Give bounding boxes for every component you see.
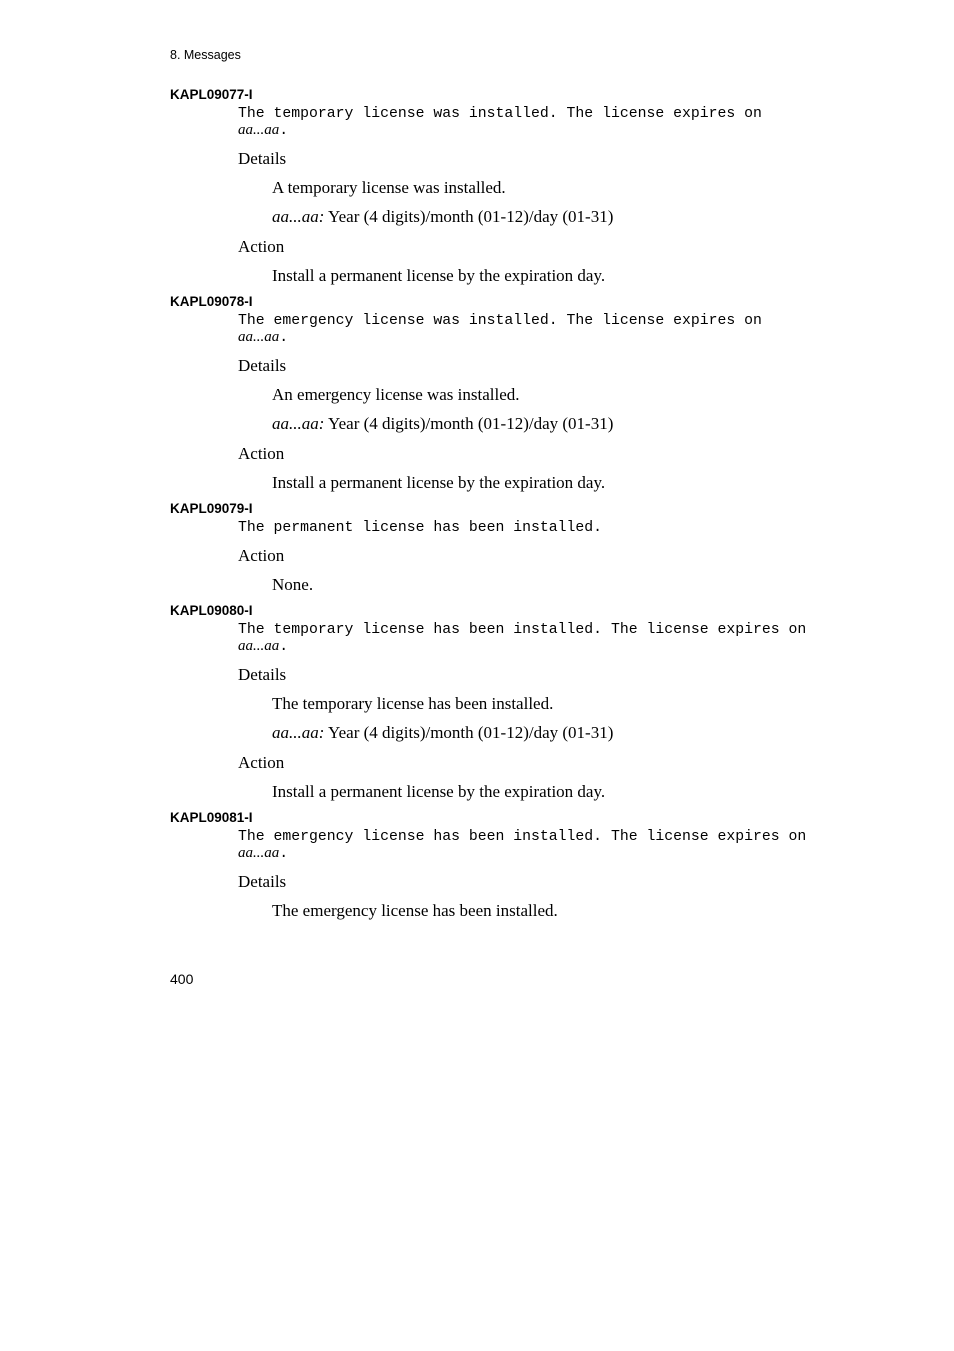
message-text-main: The temporary license has been installed. The license expires on (238, 622, 807, 638)
details-text: A temporary license was installed. (272, 178, 506, 197)
running-head: 8. Messages (170, 48, 241, 62)
message-text (238, 622, 850, 655)
details-label: Details (238, 665, 287, 684)
message-text-main: The permanent license has been installed. (238, 520, 603, 536)
message-list (170, 87, 850, 929)
message-id: KAPL09077-I (170, 87, 253, 102)
action-text: Install a permanent license by the expiration day. (272, 782, 606, 801)
message-variable: aa...aa (238, 845, 280, 861)
message-variable: aa...aa (238, 122, 280, 138)
message-id: KAPL09079-I (170, 501, 253, 516)
page-number: 400 (170, 971, 194, 987)
action-text: None. (272, 575, 314, 594)
message-entry (170, 501, 850, 595)
action-label: Action (238, 444, 285, 463)
details-variable: aa...aa: (272, 723, 325, 742)
details-text: The temporary license has been installed. (272, 694, 554, 713)
message-text (238, 829, 850, 862)
message-text-main: The temporary license was installed. The license expires on (238, 106, 762, 122)
details-variable-text: Year (4 digits)/month (01-12)/day (01-31) (324, 723, 614, 742)
action-label: Action (238, 753, 285, 772)
details-text: An emergency license was installed. (272, 385, 520, 404)
message-id: KAPL09081-I (170, 810, 253, 825)
action-text: Install a permanent license by the expiration day. (272, 473, 606, 492)
message-id: KAPL09078-I (170, 294, 253, 309)
details-variable: aa...aa: (272, 207, 325, 226)
details-text: The emergency license has been installed. (272, 901, 558, 920)
details-variable-desc (272, 723, 850, 743)
details-label: Details (238, 872, 287, 891)
details-label: Details (238, 149, 287, 168)
message-entry (170, 810, 850, 921)
message-text (238, 106, 850, 139)
details-variable-desc (272, 207, 850, 227)
details-variable-desc (272, 414, 850, 434)
message-text-main: The emergency license was installed. The license expires on (238, 313, 762, 329)
message-id: KAPL09080-I (170, 603, 253, 618)
message-text-end: . (279, 846, 289, 862)
message-text-end: . (279, 330, 289, 346)
message-text (238, 520, 850, 536)
message-text-end: . (279, 123, 289, 139)
message-entry (170, 87, 850, 286)
message-variable: aa...aa (238, 638, 280, 654)
message-text-main: The emergency license has been installed. The license expires on (238, 829, 807, 845)
details-label: Details (238, 356, 287, 375)
message-entry (170, 603, 850, 802)
details-variable: aa...aa: (272, 414, 325, 433)
message-text-end: . (279, 639, 289, 655)
message-variable: aa...aa (238, 329, 280, 345)
action-label: Action (238, 546, 285, 565)
action-text: Install a permanent license by the expiration day. (272, 266, 606, 285)
action-label: Action (238, 237, 285, 256)
details-variable-text: Year (4 digits)/month (01-12)/day (01-31) (324, 207, 614, 226)
details-variable-text: Year (4 digits)/month (01-12)/day (01-31) (324, 414, 614, 433)
message-text (238, 313, 850, 346)
message-entry (170, 294, 850, 493)
